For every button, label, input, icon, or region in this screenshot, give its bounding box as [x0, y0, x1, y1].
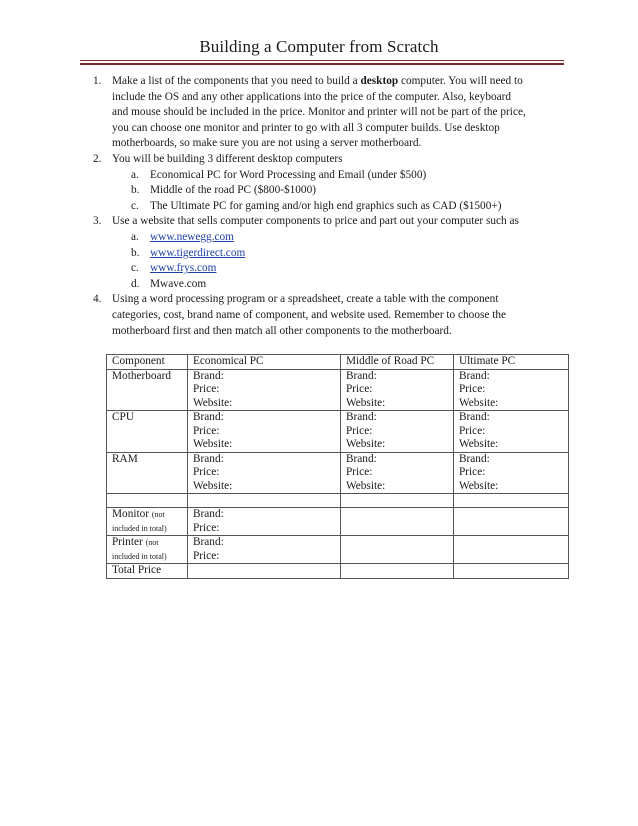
detail-cell — [188, 536, 341, 564]
sub-list-text: The Ultimate PC for gaming and/or high end graphics such as CAD ($1500+) — [150, 199, 502, 212]
table-row-empty — [107, 494, 569, 508]
brand-label: Brand: — [193, 452, 224, 465]
sub-list-item — [0, 246, 638, 262]
price-label: Price: — [346, 383, 373, 395]
list-number: 2. — [93, 152, 102, 165]
list-line: include the OS and any other applications into the price of the computer. Also, keyboard — [112, 90, 512, 103]
brand-label: Brand: — [193, 536, 224, 548]
brand-label: Brand: — [459, 411, 490, 423]
sub-list-letter: d. — [131, 277, 140, 290]
component-cell: Total Price — [107, 564, 188, 579]
detail-cell — [341, 369, 454, 411]
component-cell — [107, 508, 188, 536]
component-cell: RAM — [107, 452, 188, 494]
brand-label: Brand: — [346, 411, 377, 423]
brand-label: Brand: — [459, 369, 490, 382]
price-label: Price: — [193, 424, 220, 437]
sub-list-item — [0, 230, 638, 246]
brand-label: Brand: — [193, 411, 224, 423]
website-label: Website: — [459, 438, 499, 450]
table-header-cell: Middle of Road PC — [341, 355, 454, 370]
website-label: Website: — [193, 438, 233, 450]
website-label: Website: — [459, 396, 499, 409]
brand-label: Brand: — [193, 508, 224, 520]
title-rule-thick — [80, 63, 564, 65]
website-label: Website: — [459, 479, 499, 492]
list-line: categories, cost, brand name of component, and website used. Remember to choose the — [112, 308, 507, 321]
price-label: Price: — [459, 383, 486, 395]
list-line: You will be building 3 different desktop computers — [112, 152, 343, 165]
sub-list-item — [0, 183, 638, 199]
table-header-cell: Economical PC — [188, 355, 341, 370]
sub-list-item — [0, 261, 638, 277]
sub-list-letter: b. — [131, 184, 140, 197]
table-row — [107, 536, 569, 564]
sub-list-item — [0, 277, 638, 293]
list-item — [0, 292, 566, 339]
empty-cell — [341, 508, 454, 536]
list-number: 1. — [93, 75, 102, 87]
detail-cell — [341, 452, 454, 494]
detail-cell — [188, 452, 341, 494]
instructions-list — [0, 74, 638, 339]
empty-cell — [188, 494, 341, 508]
detail-cell — [188, 411, 341, 453]
component-note: (not included in total) — [112, 510, 167, 533]
frys-link[interactable]: www.frys.com — [150, 262, 217, 275]
table-header-cell: Component — [107, 355, 188, 370]
component-cell — [107, 536, 188, 564]
detail-cell — [454, 452, 569, 494]
empty-cell — [454, 564, 569, 579]
table-row — [107, 369, 569, 411]
price-label: Price: — [193, 521, 220, 534]
price-label: Price: — [346, 466, 373, 478]
tigerdirect-link[interactable]: www.tigerdirect.com — [150, 246, 246, 259]
sub-list-letter: a. — [131, 168, 139, 181]
website-label: Website: — [193, 396, 233, 409]
website-label: Website: — [193, 479, 233, 492]
empty-cell — [341, 494, 454, 508]
detail-cell — [188, 369, 341, 411]
price-label: Price: — [459, 466, 486, 478]
sub-list-item — [0, 168, 638, 184]
list-number: 4. — [93, 293, 102, 306]
sub-list-text: Economical PC for Word Processing and Email (under $500) — [150, 168, 427, 181]
detail-cell — [454, 369, 569, 411]
list-line: Using a word processing program or a spreadsheet, create a table with the component — [112, 293, 499, 306]
table-row — [107, 564, 569, 579]
bold-text-run: desktop — [360, 75, 399, 87]
detail-cell — [341, 411, 454, 453]
price-label: Price: — [193, 383, 220, 395]
price-label: Price: — [459, 424, 486, 437]
brand-label: Brand: — [459, 452, 490, 465]
list-item — [0, 214, 566, 230]
website-label: Website: — [346, 479, 386, 492]
title-rule-thin — [80, 60, 564, 61]
table-row — [107, 508, 569, 536]
list-line: motherboard first and then match all other components to the motherboard. — [112, 324, 452, 337]
sub-list-item — [0, 199, 638, 215]
table-header-row — [107, 355, 569, 370]
list-line: Use a website that sells computer components to price and part out your computer such as — [112, 215, 519, 228]
empty-cell — [454, 536, 569, 564]
components-table — [106, 354, 569, 579]
component-cell: Motherboard — [107, 369, 188, 411]
sub-list-letter: c. — [131, 262, 139, 275]
page-title: Building a Computer from Scratch — [199, 37, 439, 56]
detail-cell — [188, 508, 341, 536]
text-run: computer. You will need to — [398, 75, 523, 87]
sub-list-letter: c. — [131, 199, 139, 212]
price-label: Price: — [346, 424, 373, 437]
list-line — [112, 74, 566, 90]
sub-list-letter: b. — [131, 246, 140, 259]
table-row — [107, 452, 569, 494]
component-label: Monitor — [112, 508, 150, 520]
website-label: Website: — [346, 438, 386, 450]
list-line: you can choose one monitor and printer to go with all 3 computer builds. Use desktop — [112, 121, 500, 134]
table-header-cell: Ultimate PC — [454, 355, 569, 370]
detail-cell — [454, 411, 569, 453]
sub-list-letter: a. — [131, 230, 139, 243]
component-cell: CPU — [107, 411, 188, 453]
text-run: Make a list of the components that you need to build a — [112, 75, 361, 87]
price-label: Price: — [193, 466, 220, 478]
table-row — [107, 411, 569, 453]
empty-cell — [341, 536, 454, 564]
empty-cell — [454, 494, 569, 508]
list-number: 3. — [93, 215, 102, 228]
sub-list-text: Middle of the road PC ($800-$1000) — [150, 184, 316, 197]
newegg-link[interactable]: www.newegg.com — [150, 230, 234, 243]
empty-cell — [188, 564, 341, 579]
list-item — [0, 152, 566, 168]
brand-label: Brand: — [346, 452, 377, 465]
empty-cell — [454, 508, 569, 536]
list-line: motherboards, so make sure you are not using a server motherboard. — [112, 137, 422, 150]
empty-cell — [107, 494, 188, 508]
component-note: (not included in total) — [112, 538, 167, 561]
brand-label: Brand: — [193, 369, 224, 382]
sub-list-text: Mwave.com — [150, 277, 207, 290]
list-item — [0, 74, 566, 152]
price-label: Price: — [193, 549, 220, 562]
brand-label: Brand: — [346, 369, 377, 382]
website-label: Website: — [346, 396, 386, 409]
list-line: and mouse should be included in the price. Monitor and printer will not be part of the price, — [112, 106, 526, 119]
empty-cell — [341, 564, 454, 579]
component-label: Printer — [112, 536, 143, 548]
